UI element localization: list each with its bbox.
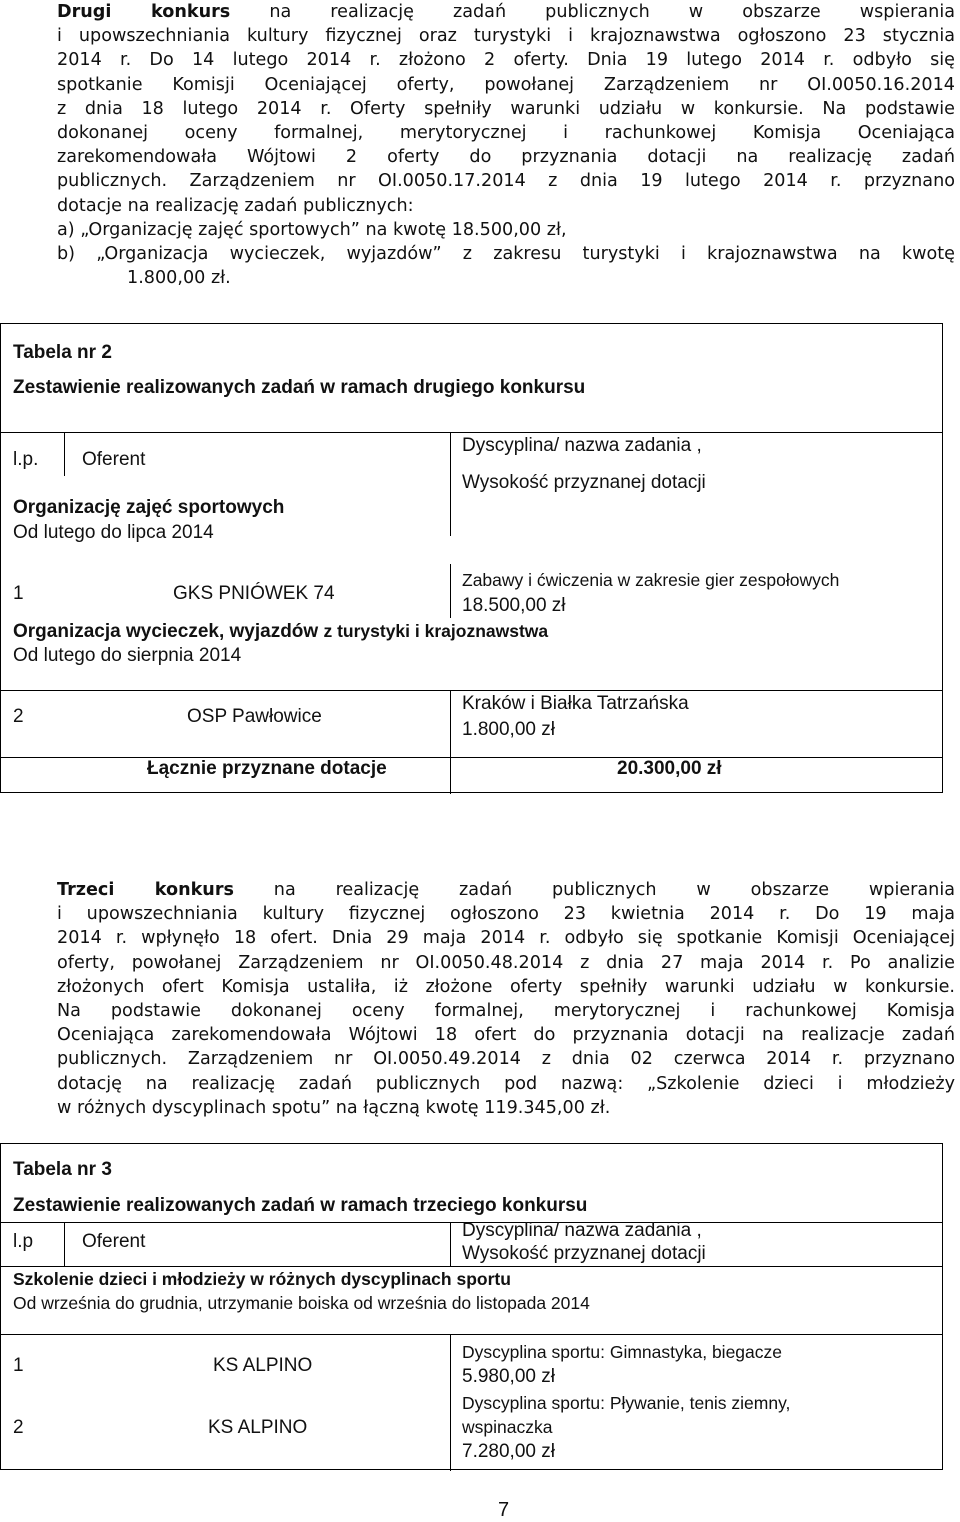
table2-row1-amount: 18.500,00 zł (462, 595, 566, 616)
page-number: 7 (498, 1499, 510, 1521)
table2-row2-discipline: Kraków i Białka Tatrzańska (462, 693, 689, 714)
table3-group-title: Szkolenie dzieci i młodzieży w różnych dyscyplinach sportu (13, 1269, 511, 1289)
table2-col-oferent: Oferent (82, 449, 146, 470)
table2-col-amount: Wysokość przyznanej dotacji (462, 472, 706, 493)
table3-row1-discipline: Dyscyplina sportu: Gimnastyka, biegacze (462, 1342, 782, 1362)
table3-col-lp: l.p (13, 1231, 34, 1252)
table2-row1-lp: 1 (13, 583, 24, 604)
table3-row2-amount: 7.280,00 zł (462, 1441, 555, 1462)
table2-total-label: Łącznie przyznane dotacje (147, 758, 387, 779)
table2-group2-title: Organizacja wycieczek, wyjazdów z turystyki i krajoznawstwa (13, 621, 549, 642)
table3-row2-oferent: KS ALPINO (208, 1417, 308, 1438)
table3-row1-oferent: KS ALPINO (213, 1355, 313, 1376)
table3-row2-discipline-cont: wspinaczka (462, 1417, 553, 1437)
table2-row2-oferent: OSP Pawłowice (187, 706, 322, 727)
table3-col-amount: Wysokość przyznanej dotacji (462, 1243, 706, 1264)
table3-col-oferent: Oferent (82, 1231, 146, 1252)
table3-group-period: Od września do grudnia, utrzymanie boiska od września do listopada 2014 (13, 1293, 590, 1313)
table2-group2-period: Od lutego do sierpnia 2014 (13, 645, 242, 666)
table3-subtitle: Zestawienie realizowanych zadań w ramach trzeciego konkursu (13, 1195, 588, 1216)
table2-row1-discipline: Zabawy i ćwiczenia w zakresie gier zespołowych (462, 570, 840, 590)
table3-row2-discipline: Dyscyplina sportu: Pływanie, tenis ziemny, (462, 1393, 791, 1413)
section2-lead: Drugi konkurs (57, 2, 231, 22)
table2-row2-lp: 2 (13, 706, 24, 727)
table2-row2-amount: 1.800,00 zł (462, 719, 555, 740)
table3-row1-amount: 5.980,00 zł (462, 1366, 555, 1387)
table2-group1-period: Od lutego do lipca 2014 (13, 522, 214, 543)
table3-row1-lp: 1 (13, 1355, 24, 1376)
section3-lead: Trzeci konkurs (57, 880, 234, 900)
table2-col-discipline: Dyscyplina/ nazwa zadania , (462, 435, 702, 456)
table3-title: Tabela nr 3 (13, 1159, 112, 1180)
table2-col-lp: l.p. (13, 449, 39, 470)
table-3 (0, 1143, 943, 1470)
table3-col-discipline: Dyscyplina/ nazwa zadania , (462, 1220, 702, 1241)
table2-row1-oferent: GKS PNIÓWEK 74 (173, 583, 335, 604)
section2-paragraph: Drugi konkurs na realizację zadań publicznych w obszarze wspierania i upowszechniania kultury fizycznej oraz turystyki i krajoznawstwa ogłoszono 23 stycznia 2014 r. Do 14 lutego 2014 r. złożono 2 oferty. Dnia 19 lutego 2014 r. odbyło się spotkanie Komisji Oceniającej oferty, powołanej Zarządzeniem nr OI.0050.16.2014 z dnia 18 lutego 2014 r. Oferty spełniły warunki udziału w konkursie. Na podstawie dokonanej oceny formalnej, merytorycznej i rachunkowej Komisja Oceniająca zarekomendowała Wójtowi 2 oferty do przyznania dotacji na realizację zadań publicznych. Zarządzeniem nr OI.0050.17.2014 z dnia 19 lutego 2014 r. przyznano dotacje na realizację zadań publicznych: a) „Organizację zajęć sportowych” na kwotę 18.500,00 zł, b) „Organizacja wycieczek, wyjazdów” z zakresu turystyki i krajoznawstwa na kwotę 1.800,00 zł. (57, 2, 955, 289)
table2-group1-title: Organizację zajęć sportowych (13, 497, 285, 518)
table2-total-value: 20.300,00 zł (617, 758, 722, 779)
table-2 (0, 323, 943, 793)
section3-paragraph: Trzeci konkurs na realizację zadań publicznych w obszarze wpierania i upowszechniania kultury fizycznej ogłoszono 23 kwietnia 2014 r. Do 19 maja 2014 r. wpłynęło 18 ofert. Dnia 29 maja 2014 r. odbyło się spotkanie Komisji Oceniającej oferty, powołanej Zarządzeniem nr OI.0050.48.2014 z dnia 27 maja 2014 r. Po analizie złożonych ofert Komisja ustaliła, iż złożone oferty spełniły warunki udziału w konkursie. Na podstawie dokonanej oceny formalnej, merytorycznej i rachunkowej Komisja Oceniająca zarekomendowała Wójtowi 18 ofert do przyznania dotacji na realizacje zadań publicznych. Zarządzeniem nr OI.0050.49.2014 z dnia 02 czerwca 2014 r. przyznano dotację na realizację zadań publicznych pod nazwą: „Szkolenie dzieci i młodzieży w różnych dyscyplinach spotu” na łączną kwotę 119.345,00 zł. (57, 880, 955, 1118)
table3-row2-lp: 2 (13, 1417, 24, 1438)
table2-title: Tabela nr 2 (13, 342, 112, 363)
table2-subtitle: Zestawienie realizowanych zadań w ramach drugiego konkursu (13, 377, 586, 398)
